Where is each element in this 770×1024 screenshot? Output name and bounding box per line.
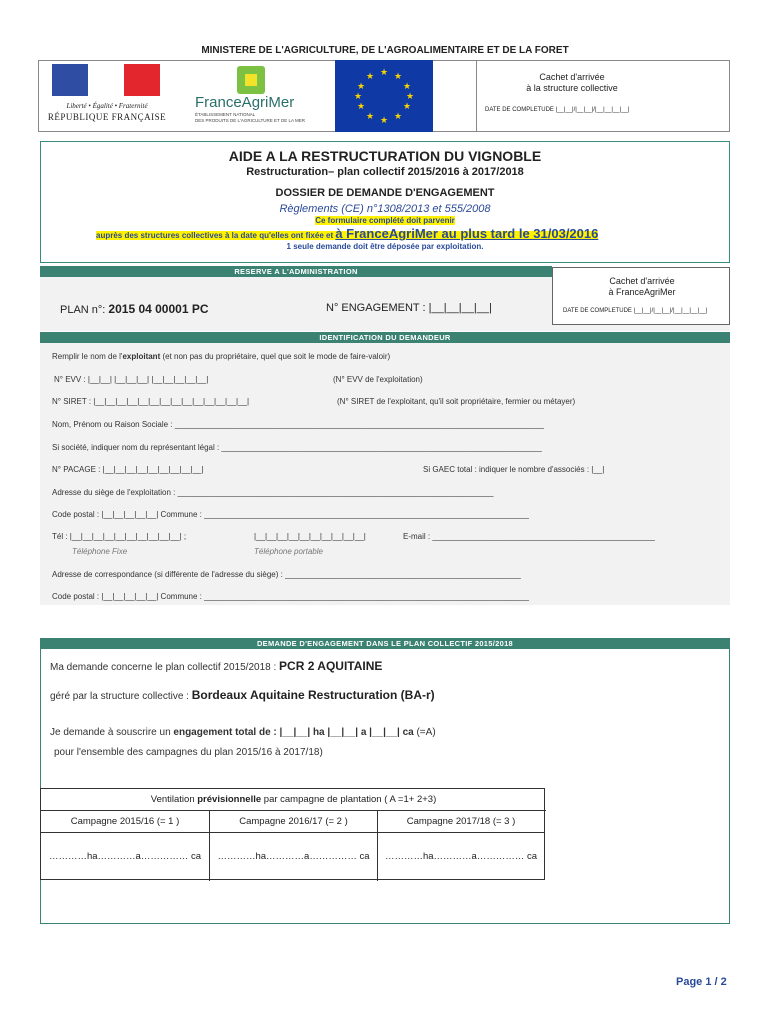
evv-field[interactable]: N° EVV : |__|__| |__|__|__| |__|__|__|__|__| (54, 375, 209, 384)
structure-collective: géré par la structure collective : Bordeaux Aquitaine Restructuration (BA-r) (50, 688, 435, 702)
email-field[interactable]: E-mail : __________________________________________________ (403, 532, 655, 541)
correspondance-field[interactable]: Adresse de correspondance (si différente de l'adresse du siège) : _____________________________________________________ (52, 570, 521, 579)
tel-fixe-field[interactable]: Tél : |__|__|__|__|__|__|__|__|__|__| ; (52, 532, 187, 541)
exploitant-instruction: Remplir le nom de l'exploitant (et non pas du propriétaire, quel que soit le mode de faire-valoir) (52, 352, 391, 361)
ventilation-header: Ventilation prévisionnelle par campagne de plantation ( A =1+ 2+3) (41, 789, 546, 811)
deadline-notice: auprès des structures collectives à la date qu'elles ont fixée et à FranceAgriMer au plus tard le 31/03/2016 (96, 226, 599, 241)
adresse-field[interactable]: Adresse du siège de l'exploitation : _______________________________________________________________________ (52, 488, 494, 497)
cachet-fam-date[interactable]: DATE DE COMPLETUDE |__|__|/|__|__|/|__|__|__|__| (563, 308, 708, 314)
campaigns-note: pour l'ensemble des campagnes du plan 2015/16 à 2017/18) (54, 747, 323, 758)
plan-number: PLAN n°: 2015 04 00001 PC (60, 302, 209, 316)
franceagrimer-subtitle (195, 112, 305, 124)
cachet-structure-date[interactable]: DATE DE COMPLETUDE |__|__|/|__|__|/|__|__|__|__| (485, 107, 630, 113)
franceagrimer-mark-icon (237, 66, 265, 94)
reglements: Règlements (CE) n°1308/2013 et 555/2008 (279, 203, 491, 215)
rf-name: RÉPUBLIQUE FRANÇAISE (47, 112, 167, 122)
franceagrimer-logo (195, 66, 325, 128)
form-subtitle: Restructuration– plan collectif 2015/2016 à 2017/2018 (246, 166, 524, 178)
single-request-note: 1 seule demande doit être déposée par exploitation. (286, 242, 484, 251)
nom-field[interactable]: Nom, Prénom ou Raison Sociale : ___________________________________________________________________________________ (52, 420, 545, 429)
franceagrimer-name: FranceAgriMer (195, 94, 295, 111)
eu-flag-icon: ★ ★ ★ ★ ★ ★ ★ ★ ★ ★ ★ ★ (335, 60, 433, 132)
cachet-structure-line2: à la structure collective (526, 83, 618, 93)
gaec-field[interactable]: Si GAEC total : indiquer le nombre d'associés : |__| (423, 465, 605, 474)
cachet-structure-line1: Cachet d'arrivée (539, 72, 605, 82)
campagne-2-value[interactable]: …………ha…………a…………… ca (209, 833, 377, 881)
identification-bar: IDENTIFICATION DU DEMANDEUR (40, 332, 730, 343)
siret-note: (N° SIRET de l'exploitant, qu'il soit propriétaire, fermier ou métayer) (337, 397, 576, 406)
campagne-1-header: Campagne 2015/16 (= 1 ) (41, 811, 209, 833)
siret-field[interactable]: N° SIRET : |__|__|__|__|__|__|__|__|__|__|__|__|__|__| (52, 397, 250, 406)
ministry-header: MINISTERE DE L'AGRICULTURE, DE L'AGROALIMENTAIRE ET DE LA FORET (201, 45, 569, 56)
ventilation-table (40, 788, 545, 880)
page-number: Page 1 / 2 (676, 976, 727, 988)
campagne-3-header: Campagne 2017/18 (= 3 ) (377, 811, 544, 833)
campagne-3-value[interactable]: …………ha…………a…………… ca (377, 833, 544, 881)
rf-motto: Liberté • Égalité • Fraternité (66, 102, 148, 110)
campagne-2-header: Campagne 2016/17 (= 2 ) (209, 811, 377, 833)
engagement-total-field[interactable]: Je demande à souscrire un engagement total de : |__|__| ha |__|__| a |__|__| ca (=A) (50, 727, 436, 738)
demande-bar: DEMANDE D'ENGAGEMENT DANS LE PLAN COLLECTIF 2015/2018 (40, 638, 730, 649)
cachet-fam-line1: Cachet d'arrivée (609, 276, 675, 286)
cachet-structure-box (476, 60, 666, 132)
engagement-number-field[interactable]: N° ENGAGEMENT : |__|__|__|__| (326, 302, 492, 314)
campagne-1-value[interactable]: …………ha…………a…………… ca (48, 851, 202, 862)
french-flag-icon (52, 64, 160, 96)
dossier-title: DOSSIER DE DEMANDE D'ENGAGEMENT (275, 187, 495, 199)
republique-logo (42, 62, 172, 128)
code-postal-2-field[interactable]: Code postal : |__|__|__|__|__| Commune : _________________________________________________________________________ (52, 592, 529, 601)
plan-collectif: Ma demande concerne le plan collectif 2015/2018 : PCR 2 AQUITAINE (50, 659, 383, 673)
deadline-date: à FranceAgriMer au plus tard le 31/03/2016 (335, 226, 599, 241)
cachet-franceagrimer-box (552, 267, 730, 325)
franceagrimer-sub2: DES PRODUITS DE L'AGRICULTURE ET DE LA MER (195, 118, 305, 123)
representant-field[interactable]: Si société, indiquer nom du représentant légal : ________________________________________________________________________ (52, 443, 542, 452)
code-postal-field[interactable]: Code postal : |__|__|__|__|__| Commune : _________________________________________________________________________ (52, 510, 529, 519)
cachet-fam-line2: à FranceAgriMer (608, 287, 676, 297)
deadline-intro: Ce formulaire complété doit parvenir (315, 216, 455, 225)
form-title: AIDE A LA RESTRUCTURATION DU VIGNOBLE (228, 148, 542, 164)
evv-note: (N° EVV de l'exploitation) (333, 375, 423, 384)
reserve-admin-bar: RESERVE A L'ADMINISTRATION (40, 266, 552, 277)
tel-portable-field[interactable]: |__|__|__|__|__|__|__|__|__|__| (254, 532, 366, 541)
tel-portable-label: Téléphone portable (254, 547, 323, 556)
tel-fixe-label: Téléphone Fixe (72, 547, 128, 556)
franceagrimer-sub1: ÉTABLISSEMENT NATIONAL (195, 112, 256, 117)
pacage-field[interactable]: N° PACAGE : |__|__|__|__|__|__|__|__|__| (52, 465, 204, 474)
